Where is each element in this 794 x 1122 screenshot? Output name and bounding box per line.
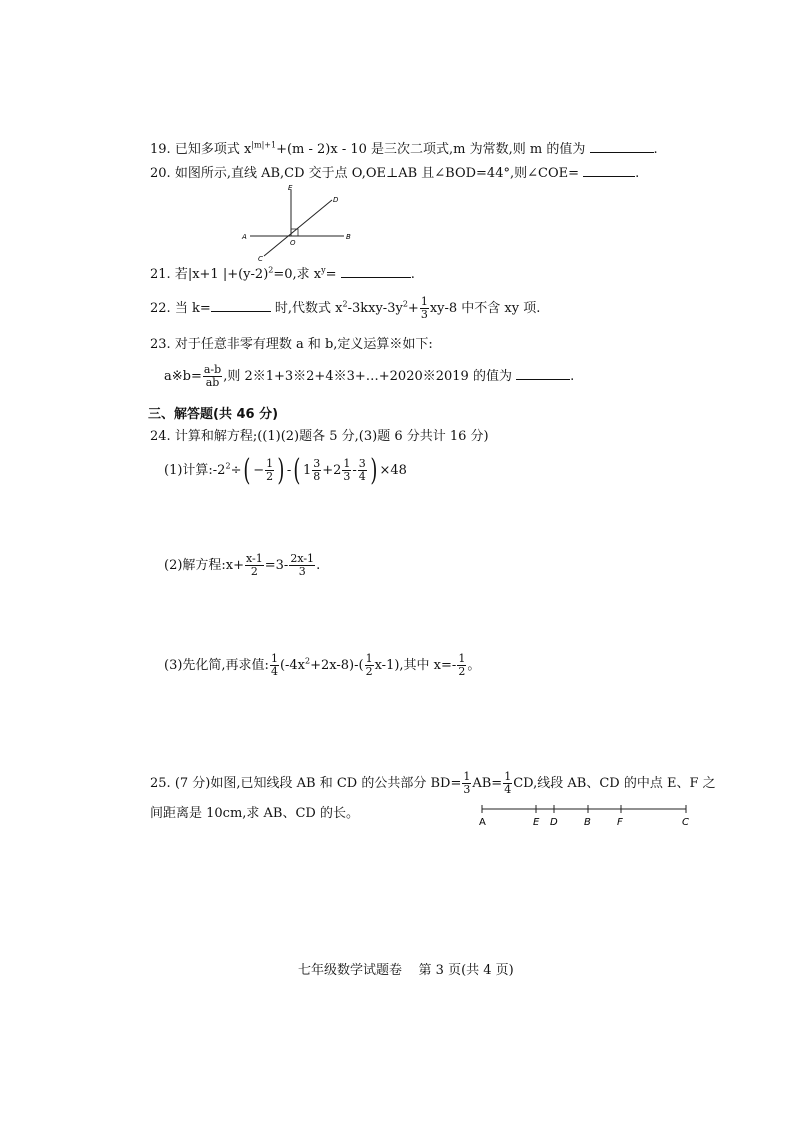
q21-square: 2 — [268, 265, 274, 275]
segment-figure — [474, 800, 694, 828]
label-d: D — [550, 817, 558, 828]
question-number: 24. — [150, 429, 171, 444]
answer-blank[interactable] — [516, 367, 570, 380]
page-footer: 七年级数学试题卷 第 3 页(共 4 页) — [298, 963, 514, 978]
numerator: 1 — [463, 770, 471, 783]
answer-blank[interactable] — [590, 140, 654, 153]
denominator: 8 — [313, 470, 321, 483]
denominator: 4 — [504, 783, 512, 796]
q22-text-c: -3kxy-3y — [347, 301, 403, 316]
q22-text-b: 时,代数式 x — [274, 301, 343, 316]
q23-end: . — [570, 369, 575, 384]
label-b: B — [346, 233, 351, 241]
q23-text: 对于任意非零有理数 a 和 b,定义运算※如下: — [174, 337, 433, 352]
fraction — [420, 296, 429, 321]
label-a: A — [242, 233, 247, 241]
q22-text-a: 当 k= — [174, 301, 211, 316]
p2-text-c: . — [316, 558, 321, 573]
label-o: O — [290, 239, 296, 247]
q20-text: 如图所示,直线 AB,CD 交于点 O,OE⊥AB 且∠BOD=44°,则∠COE= — [174, 166, 579, 181]
label-a: A — [479, 817, 486, 828]
question-25 — [150, 770, 716, 798]
answer-blank[interactable] — [341, 265, 411, 278]
p3-text-e: 。 — [467, 658, 481, 673]
q21-text-b: =0,求 x — [273, 267, 322, 282]
numerator: 1 — [343, 457, 351, 470]
fraction — [312, 458, 321, 483]
numerator: 1 — [270, 652, 278, 665]
question-19 — [150, 140, 658, 159]
fraction — [462, 771, 471, 796]
q24-part-3 — [164, 652, 480, 680]
question-number: 20. — [150, 166, 171, 181]
label-f: F — [617, 817, 623, 828]
paren-right: ) — [277, 452, 285, 488]
q22-text-d: + — [407, 301, 419, 316]
numerator: 1 — [266, 457, 274, 470]
q20-end: . — [635, 166, 640, 181]
denominator: 4 — [358, 470, 366, 483]
fraction — [365, 653, 374, 678]
label-e: E — [288, 184, 293, 192]
label-c: C — [258, 255, 263, 262]
fraction — [245, 553, 264, 578]
numerator: 1 — [504, 770, 512, 783]
line-cd — [264, 200, 332, 256]
q21-exponent-y: y — [321, 265, 326, 275]
label-c: C — [682, 817, 689, 828]
question-24 — [150, 428, 489, 446]
q21-text-c: = — [325, 267, 337, 282]
q19-end: . — [653, 142, 658, 157]
denominator: 2 — [250, 565, 258, 578]
numerator: a-b — [203, 363, 222, 376]
denominator: 2 — [458, 665, 466, 678]
denominator: 3 — [343, 470, 351, 483]
denominator: 3 — [420, 308, 428, 321]
q23-text-b: ,则 2※1+3※2+4※3+…+2020※2019 的值为 — [223, 369, 512, 384]
q23-text-a: a※b= — [164, 369, 202, 384]
q25-text-c: CD,线段 AB、CD 的中点 E、F 之 — [513, 776, 716, 791]
question-number: 25. — [150, 776, 171, 791]
label-b: B — [584, 817, 591, 828]
question-23-formula — [164, 364, 574, 390]
p1-whole-1: 1 — [302, 463, 312, 478]
q22-square-2: 2 — [402, 299, 408, 309]
q22-text-e: xy-8 中不含 xy 项. — [429, 301, 541, 316]
answer-blank[interactable] — [583, 164, 635, 177]
q21-end: . — [410, 267, 415, 282]
p1-square: 2 — [225, 461, 231, 471]
paren-left: ( — [243, 452, 251, 488]
question-23 — [150, 336, 433, 354]
fraction — [503, 771, 512, 796]
q25-text-b: AB= — [472, 776, 503, 791]
question-20 — [150, 164, 639, 183]
fraction — [289, 553, 315, 578]
question-number: 22. — [150, 301, 171, 316]
question-number: 19. — [150, 142, 171, 157]
q19-text-b: +(m - 2)x - 10 是三次二项式,m 为常数,则 m 的值为 — [276, 142, 586, 157]
p1-text-a: (1)计算:-2 — [164, 463, 226, 478]
p3-text-d: x-1),其中 x=- — [374, 658, 457, 673]
q24-text: 计算和解方程;((1)(2)题各 5 分,(3)题 6 分共计 16 分) — [174, 429, 489, 444]
question-number: 21. — [150, 267, 171, 282]
question-number: 23. — [150, 337, 171, 352]
numerator: 1 — [420, 295, 428, 308]
numerator: 1 — [365, 652, 373, 665]
denominator: 2 — [266, 470, 274, 483]
q25-text-a: (7 分)如图,已知线段 AB 和 CD 的公共部分 BD= — [174, 776, 462, 791]
section-title: 三、解答题(共 46 分) — [148, 407, 279, 422]
denominator: 4 — [270, 665, 278, 678]
label-d: D — [333, 196, 339, 204]
p2-text-b: =3- — [264, 558, 289, 573]
answer-blank[interactable] — [211, 299, 271, 312]
p1-text-d: +2 — [322, 463, 342, 478]
p3-text-a: (3)先化简,再求值: — [164, 658, 269, 673]
denominator: ab — [205, 376, 220, 389]
fraction — [265, 458, 274, 483]
p1-text-c: - — [286, 463, 292, 478]
q19-exponent: |m|+1 — [251, 140, 277, 150]
p2-text-a: (2)解方程:x+ — [164, 558, 245, 573]
p3-text-c: +2x-8)-( — [310, 658, 364, 673]
p3-square: 2 — [305, 656, 311, 666]
p1-text-e: - — [352, 463, 357, 478]
q22-square: 2 — [342, 299, 348, 309]
q19-text-a: 已知多项式 x — [174, 142, 252, 157]
numerator: 3 — [358, 457, 366, 470]
fraction — [270, 653, 279, 678]
p3-text-b: (-4x — [279, 658, 306, 673]
denominator: 3 — [298, 565, 306, 578]
fraction — [457, 653, 466, 678]
label-e: E — [533, 817, 540, 828]
paren-left: ( — [293, 452, 301, 488]
q20-figure — [240, 180, 360, 262]
question-25-line2: 间距离是 10cm,求 AB、CD 的长。 — [150, 806, 359, 821]
numerator: 3 — [313, 457, 321, 470]
p1-text-b: ÷ — [230, 463, 242, 478]
q24-part-1: (1)计算$:-2^2\div$( − $\frac{1}{2}$ ) -( 1 $\frac{3}{8}$ +2 $\frac{1}{3}$ - $\frac{3}{4}$ ) ×48 — [164, 452, 407, 488]
paren-right: ) — [370, 452, 378, 488]
question-22 — [150, 296, 540, 322]
fraction — [342, 458, 351, 483]
numerator: x-1 — [246, 552, 263, 565]
question-21 — [150, 265, 415, 284]
q21-text-a: 若|x+1 |+(y-2) — [174, 267, 269, 282]
fraction — [358, 458, 367, 483]
denominator: 3 — [463, 783, 471, 796]
fraction — [203, 364, 222, 389]
denominator: 2 — [365, 665, 373, 678]
q24-part-2 — [164, 552, 320, 580]
numerator: 1 — [458, 652, 466, 665]
numerator: 2x-1 — [290, 552, 315, 565]
p1-text-f: ×48 — [379, 463, 407, 478]
